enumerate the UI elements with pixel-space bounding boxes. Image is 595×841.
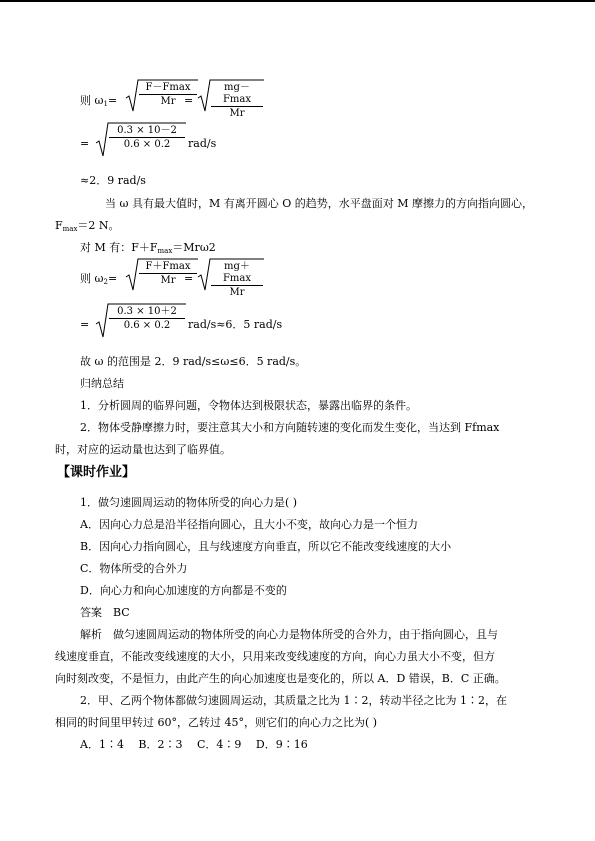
f1-numerator: F－Fmax xyxy=(145,82,191,93)
omega2-result: rad/s≈6．5 rad/s xyxy=(188,318,283,331)
summary-point-2: 2．物体受静摩擦力时，要注意其大小和方向随转速的变化而发生变化，当达到 Ffmax xyxy=(80,421,500,434)
q1-answer: 答案 BC xyxy=(80,606,130,619)
question-2: 2．甲、乙两个物体都做匀速圆周运动，其质量之比为 1∶2，转动半径之比为 1∶2，在 xyxy=(80,694,507,707)
fmax-value: $F_{max}=2$ N。 xyxy=(55,219,120,233)
omega2-label: 则 $\omega_2=$ xyxy=(80,272,118,286)
q1-explanation-1: 解析 做匀速圆周运动的物体所受的向心力是物体所受的合外力，由于指向圆心，且与 xyxy=(80,628,498,641)
m-equation: 对 M 有：$F+F_{max}=Mr\omega 2$ xyxy=(80,241,216,255)
f3-numerator: 0.3 × 10－2 xyxy=(117,125,177,136)
q1-option-d: D．向心力和向心加速度的方向都是不变的 xyxy=(80,584,287,597)
f5-denominator: Mr xyxy=(229,287,245,298)
sqrt-expr-2 xyxy=(198,78,264,119)
approx-omega1: ≈2．9 rad/s xyxy=(80,174,146,187)
f6-numerator: 0.3 × 10＋2 xyxy=(117,306,177,317)
f6-denominator: 0.6 × 0.2 xyxy=(123,320,171,331)
omega-range: 故 ω 的范围是 2．9 rad/s≤ω≤6．5 rad/s。 xyxy=(80,355,307,368)
equals-sign: = xyxy=(80,318,90,331)
sqrt-expr-5 xyxy=(198,257,264,298)
summary-point-2-cont: 时，对应的运动量也达到了临界值。 xyxy=(55,443,231,456)
equals-sign: = xyxy=(184,272,194,285)
q1-option-a: A．因向心力总是沿半径指向圆心，且大小不变，故向心力是一个恒力 xyxy=(80,518,418,531)
sqrt-expr-3 xyxy=(96,121,186,157)
summary-title: 归纳总结 xyxy=(80,377,124,390)
f4-numerator: F＋Fmax xyxy=(145,261,191,272)
f5-numerator: mg＋Fmax xyxy=(222,261,252,284)
q1-explanation-3: 向时刻改变，不是恒力，由此产生的向心加速度也是变化的，所以 A．D 错误，B．C 正确。 xyxy=(55,672,506,685)
q1-option-c: C．物体所受的合外力 xyxy=(80,562,188,575)
f3-denominator: 0.6 × 0.2 xyxy=(123,139,171,150)
question-2-cont: 相同的时间里甲转过 60°，乙转过 45°，则它们的向心力之比为( ) xyxy=(55,716,378,729)
top-rule xyxy=(0,0,595,2)
summary-point-1: 1．分析圆周的临界问题，令物体达到极限状态，暴露出临界的条件。 xyxy=(80,399,417,412)
f4-denominator: Mr xyxy=(160,275,176,286)
omega1-label: 则 $\omega_1=$ xyxy=(80,94,118,108)
f1-denominator: Mr xyxy=(160,96,176,107)
sqrt-expr-6 xyxy=(96,302,186,338)
f2-denominator: Mr xyxy=(229,108,245,119)
equals-sign: = xyxy=(184,94,194,107)
unit-rad-s: rad/s xyxy=(188,137,217,150)
homework-heading: 【课时作业】 xyxy=(57,465,136,480)
equals-sign: = xyxy=(80,137,90,150)
max-case-text: 当 ω 具有最大值时，M 有离开圆心 O 的趋势，水平盘面对 M 摩擦力的方向指向圆心， xyxy=(105,197,533,210)
question-1: 1．做匀速圆周运动的物体所受的向心力是( ) xyxy=(80,496,298,509)
f2-numerator: mg－Fmax xyxy=(222,82,252,105)
q1-explanation-2: 线速度垂直，不能改变线速度的大小，只用来改变线速度的方向，向心力虽大小不变，但方 xyxy=(55,650,495,663)
q1-option-b: B．因向心力指向圆心，且与线速度方向垂直，所以它不能改变线速度的大小 xyxy=(80,540,452,553)
q2-options: A．1∶4 B．2∶3 C．4∶9 D．9∶16 xyxy=(80,738,308,751)
